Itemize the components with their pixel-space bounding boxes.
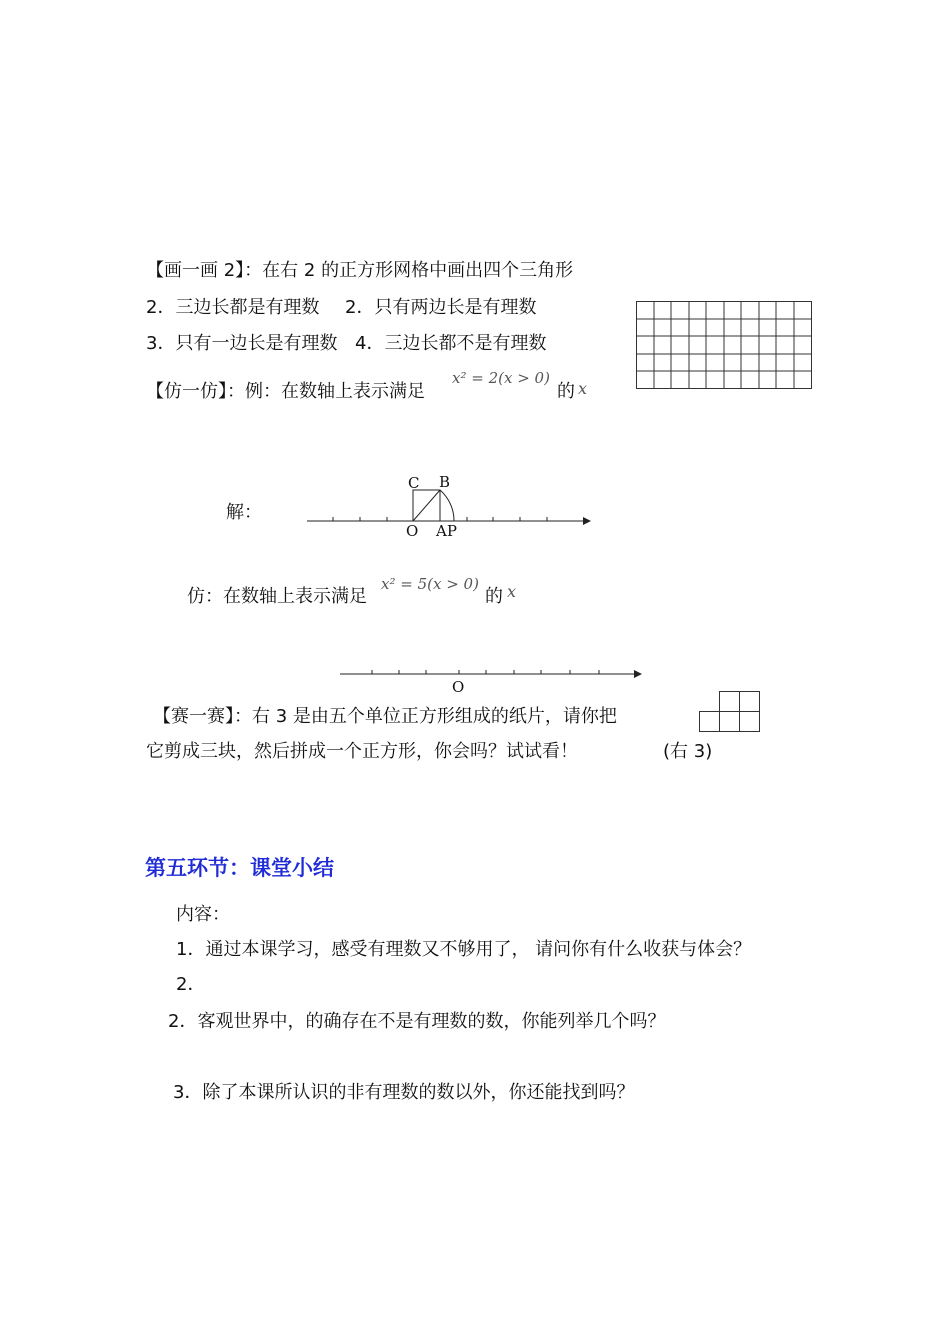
label-ap: AP (436, 522, 457, 540)
summary-question-1b: 2． (176, 974, 206, 995)
draw-item-3: 3．只有一边长是有理数 (146, 333, 338, 354)
contest-line-1: 【赛一赛】：右 3 是由五个单位正方形组成的纸片，请你把 (153, 706, 617, 727)
practice-suffix: 的 (485, 586, 503, 607)
draw-item-4: 4．三边长都不是有理数 (355, 333, 547, 354)
practice-label: 仿：在数轴上表示满足 (187, 586, 367, 607)
contest-figure-caption: (右 3) (663, 741, 713, 762)
square-grid-figure (636, 301, 812, 391)
practice-equation: x² = 5(x > 0) (381, 575, 479, 593)
section-heading: 第五环节：课堂小结 (145, 856, 334, 880)
imitate-example-label: 【仿一仿】：例：在数轴上表示满足 (146, 381, 425, 402)
practice-label-o: O (452, 678, 465, 696)
solution-number-line (305, 470, 590, 542)
practice-variable: x (507, 582, 517, 601)
label-b: B (439, 473, 451, 491)
content-label: 内容： (176, 904, 230, 925)
five-squares-figure (699, 691, 761, 733)
label-c: C (408, 474, 420, 492)
summary-question-2: 2．客观世界中，的确存在不是有理数的数，你能列举几个吗？ (168, 1011, 666, 1032)
practice-number-line (338, 660, 644, 696)
example-suffix: 的 (557, 381, 575, 402)
contest-line-2: 它剪成三块，然后拼成一个正方形，你会吗？试试看！ (146, 741, 578, 762)
summary-question-1: 1．通过本课学习，感受有理数又不够用了， 请问你有什么收获与体会？ (176, 939, 752, 960)
example-variable: x (578, 379, 588, 398)
draw-section-title: 【画一画 2】：在右 2 的正方形网格中画出四个三角形 (146, 260, 574, 281)
solution-label: 解： (226, 502, 262, 523)
draw-item-1: 2．三边长都是有理数 (146, 297, 320, 318)
summary-question-3: 3．除了本课所认识的非有理数的数以外，你还能找到吗？ (173, 1082, 635, 1103)
example-equation: x² = 2(x > 0) (452, 369, 550, 387)
draw-item-2: 2．只有两边长是有理数 (345, 297, 537, 318)
label-o: O (406, 522, 419, 540)
